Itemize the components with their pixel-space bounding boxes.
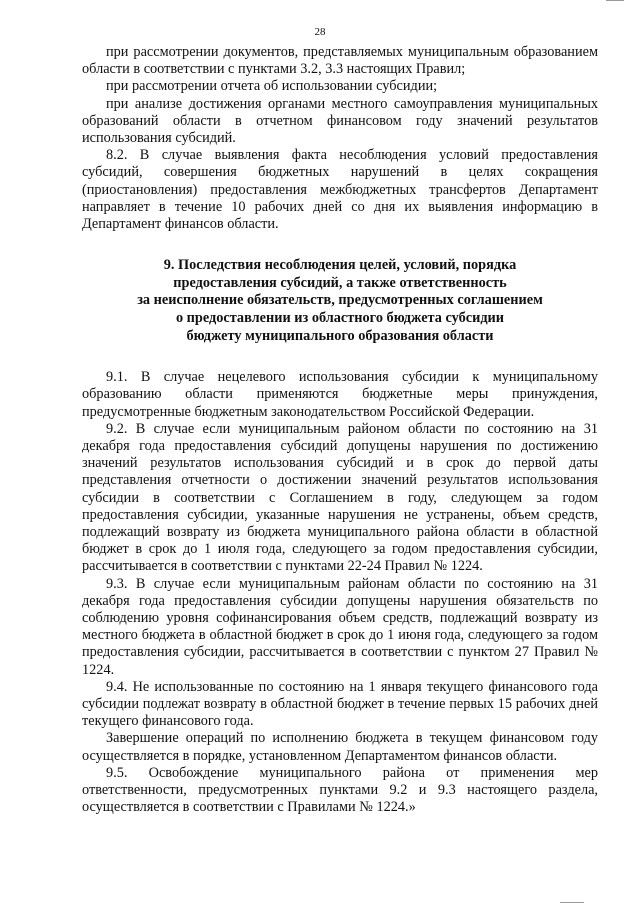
section-title-line: предоставления субсидий, а также ответственность — [173, 274, 507, 291]
section-title-line: за неисполнение обязательств, предусмотренных соглашением — [137, 292, 543, 309]
paragraph: при рассмотрении отчета об использовании субсидии; — [106, 78, 438, 95]
paragraph: при рассмотрении документов, представляемых муниципальным образованием области в соответствии с пунктами 3.2, 3.3 настоящих Правил; — [82, 44, 598, 78]
section-title-line: бюджету муниципального образования области — [186, 327, 494, 344]
paragraph: 8.2. В случае выявления факта несоблюдения условий предоставления субсидий, совершения бюджетных нарушений в целях сокращения (приостановления) предоставления межбюджетных трансфертов Департамент направляет в течение 10 рабочих дней со дня их выявления информацию в Департамент финансов области. — [82, 147, 598, 233]
paragraph: при анализе достижения органами местного самоуправления муниципальных образований области в отчетном финансовом году значений результатов использования субсидий. — [82, 95, 598, 147]
section-title-line: о предоставлении из областного бюджета субсидии — [175, 310, 505, 327]
scan-mark-bottom-right — [560, 902, 584, 903]
paragraph: Завершение операций по исполнению бюджета в текущем финансовом году осуществляется в порядке, установленном Департаментом финансов области. — [82, 730, 598, 764]
paragraph: 9.4. Не использованные по состоянию на 1 января текущего финансового года субсидии подлежат возврату в областной бюджет в течение первых 15 рабочих дней текущего финансового года. — [82, 678, 598, 730]
paragraph: 9.3. В случае если муниципальным районам области по состоянию на 31 декабря года предоставления субсидии допущены нарушения обязательств по соблюдению уровня софинансирования объем средств, подлежащий возврату из местного бюджета в областной бюджет в срок до 1 июня года, следующего за годом предоставления субсидии, рассчитывается в соответствии с пунктом 27 Правил № 1224. — [82, 575, 598, 678]
paragraph: 9.5. Освобождение муниципального района от применения мер ответственности, предусмотренных пунктами 9.2 и 9.3 настоящего раздела, осуществляется в соответствии с Правилами № 1224.» — [82, 764, 598, 816]
paragraph: 9.1. В случае нецелевого использования субсидии к муниципальному образованию области применяются бюджетные меры принуждения, предусмотренные бюджетным законодательством Российской Федерации. — [82, 369, 598, 420]
section-title-line: 9. Последствия несоблюдения целей, условий, порядка — [163, 257, 517, 274]
page-number: 28 — [314, 26, 326, 38]
scan-mark-top-right — [606, 0, 624, 1]
section-title — [82, 257, 598, 345]
paragraph: 9.2. В случае если муниципальным районом области по состоянию на 31 декабря года предоставления субсидий допущены нарушения по достижению значений результатов использования субсидий и в срок до первой даты представления отчетности о достижении значений результатов использования субсидии в соответствии с Соглашением в году, следующем за годом предоставления субсидии, указанные нарушения не устранены, объем средств, подлежащий возврату из бюджета муниципального района области в областной бюджет в срок до 1 июля года, следующего за годом предоставления субсидии, рассчитывается в соответствии с пунктами 22-24 Правил № 1224. — [82, 420, 598, 575]
document-body — [82, 44, 598, 816]
